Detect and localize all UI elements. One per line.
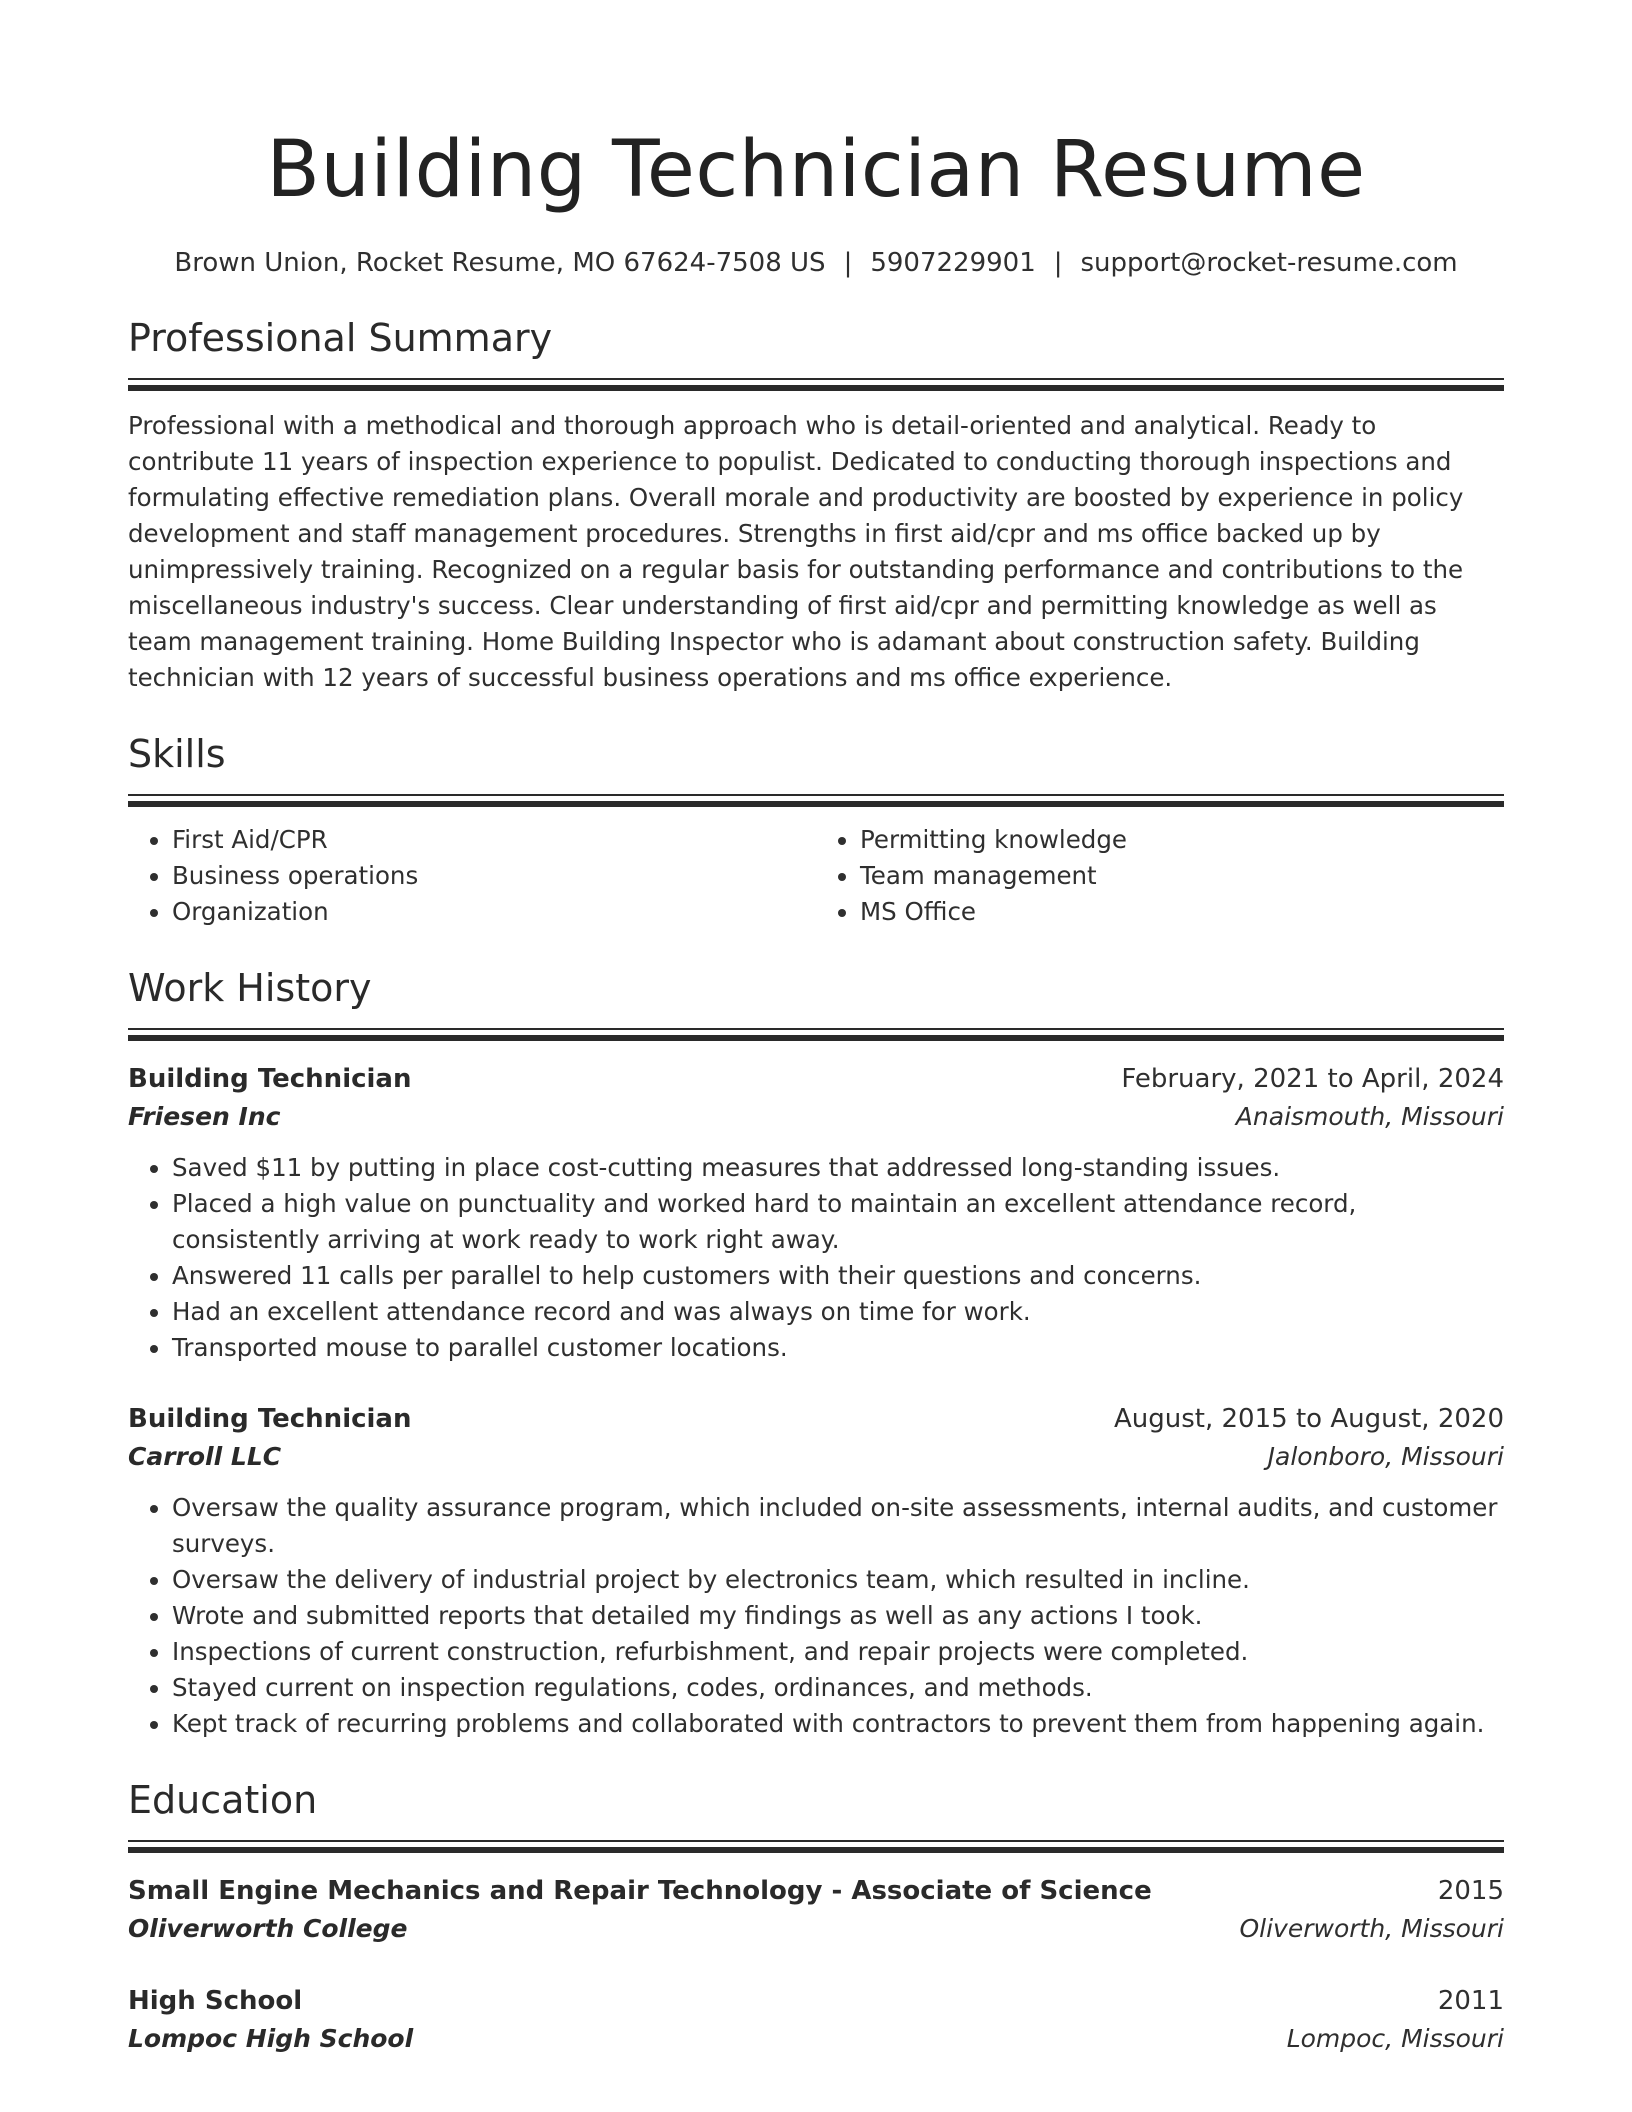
skill-item: • Business operations [172,858,816,894]
skills-column-left [128,822,816,930]
section-heading: Work History [128,966,372,1010]
graduation-year: 2015 [1437,1876,1504,1906]
section-divider [128,794,1504,808]
school-name: Lompoc High School [128,2024,414,2053]
job-entry [128,1060,1504,1366]
skill-item: • Permitting knowledge [860,822,1504,858]
job-bullet: • Wrote and submitted reports that detailed my findings as well as any actions I took. [172,1598,1504,1634]
skill-item: • Team management [860,858,1504,894]
contact-email: support@rocket-resume.com [1080,248,1458,278]
contact-line [128,246,1504,280]
job-bullet: • Answered 11 calls per parallel to help customers with their questions and concerns. [172,1258,1504,1294]
job-location: Jalonboro, Missouri [1267,1442,1504,1471]
job-bullet: • Kept track of recurring problems and collaborated with contractors to prevent them from happening again. [172,1706,1504,1742]
job-location: Anaismouth, Missouri [1235,1102,1504,1131]
job-bullets [128,1490,1504,1742]
education-entry [128,1982,1504,2058]
section-divider [128,378,1504,392]
job-bullet: • Stayed current on inspection regulations, codes, ordinances, and methods. [172,1670,1504,1706]
school-location: Lompoc, Missouri [1286,2024,1504,2053]
contact-separator: | [843,248,853,278]
section-heading: Skills [128,732,226,776]
skills-column-right [816,822,1504,930]
summary-section [128,314,1504,696]
section-heading: Professional Summary [128,316,553,360]
summary-text: Professional with a methodical and thorough approach who is detail-oriented and analytical. Ready to contribute 11 years of inspection experience to populist. Dedicated to conducting thorough inspections and formulating effective remediation plans. Overall morale and productivity are boosted by experience in policy development and staff management procedures. Strengths in first aid/cpr and ms office backed up by unimpressively training. Recognized on a regular basis for outstanding performance and contributions to the miscellaneous industry's success. Clear understanding of first aid/cpr and permitting knowledge as well as team management training. Home Building Inspector who is adamant about construction safety. Building technician with 12 years of successful business operations and ms office experience. [128,411,1464,692]
company-name: Carroll LLC [128,1442,282,1471]
school-name: Oliverworth College [128,1914,408,1943]
job-bullet: • Oversaw the delivery of industrial project by electronics team, which resulted in incline. [172,1562,1504,1598]
contact-phone: 5907229901 [870,248,1036,278]
degree-name: High School [128,1986,303,2016]
job-title: Building Technician [128,1064,412,1094]
education-section [128,1776,1504,2058]
company-name: Friesen Inc [128,1102,281,1131]
job-bullet: • Saved $11 by putting in place cost-cutting measures that addressed long-standing issues. [172,1150,1504,1186]
resume-title: Building Technician Resume [266,125,1366,215]
section-divider [128,1840,1504,1854]
job-dates: February, 2021 to April, 2024 [1121,1064,1504,1094]
skill-item: • MS Office [860,894,1504,930]
job-bullet: • Placed a high value on punctuality and worked hard to maintain an excellent attendance record, consistently arriving at work ready to work right away. [172,1186,1504,1258]
graduation-year: 2011 [1437,1986,1504,2016]
skill-item: • First Aid/CPR [172,822,816,858]
section-heading: Education [128,1778,318,1822]
job-bullet: • Transported mouse to parallel customer locations. [172,1330,1504,1366]
job-bullet: • Inspections of current construction, refurbishment, and repair projects were completed. [172,1634,1504,1670]
job-bullet: • Had an excellent attendance record and was always on time for work. [172,1294,1504,1330]
skills-section [128,730,1504,930]
section-divider [128,1028,1504,1042]
job-dates: August, 2015 to August, 2020 [1114,1404,1504,1434]
contact-address: Brown Union, Rocket Resume, MO 67624-7508 US [174,248,826,278]
degree-name: Small Engine Mechanics and Repair Technology - Associate of Science [128,1876,1152,1906]
skill-item: • Organization [172,894,816,930]
school-location: Oliverworth, Missouri [1239,1914,1504,1943]
work-history-section [128,964,1504,1742]
skills-list [128,822,1504,930]
job-bullets [128,1150,1504,1366]
education-entry [128,1872,1504,1948]
job-bullet: • Oversaw the quality assurance program, which included on-site assessments, internal audits, and customer surveys. [172,1490,1504,1562]
contact-separator: | [1053,248,1063,278]
job-title: Building Technician [128,1404,412,1434]
job-entry [128,1400,1504,1742]
